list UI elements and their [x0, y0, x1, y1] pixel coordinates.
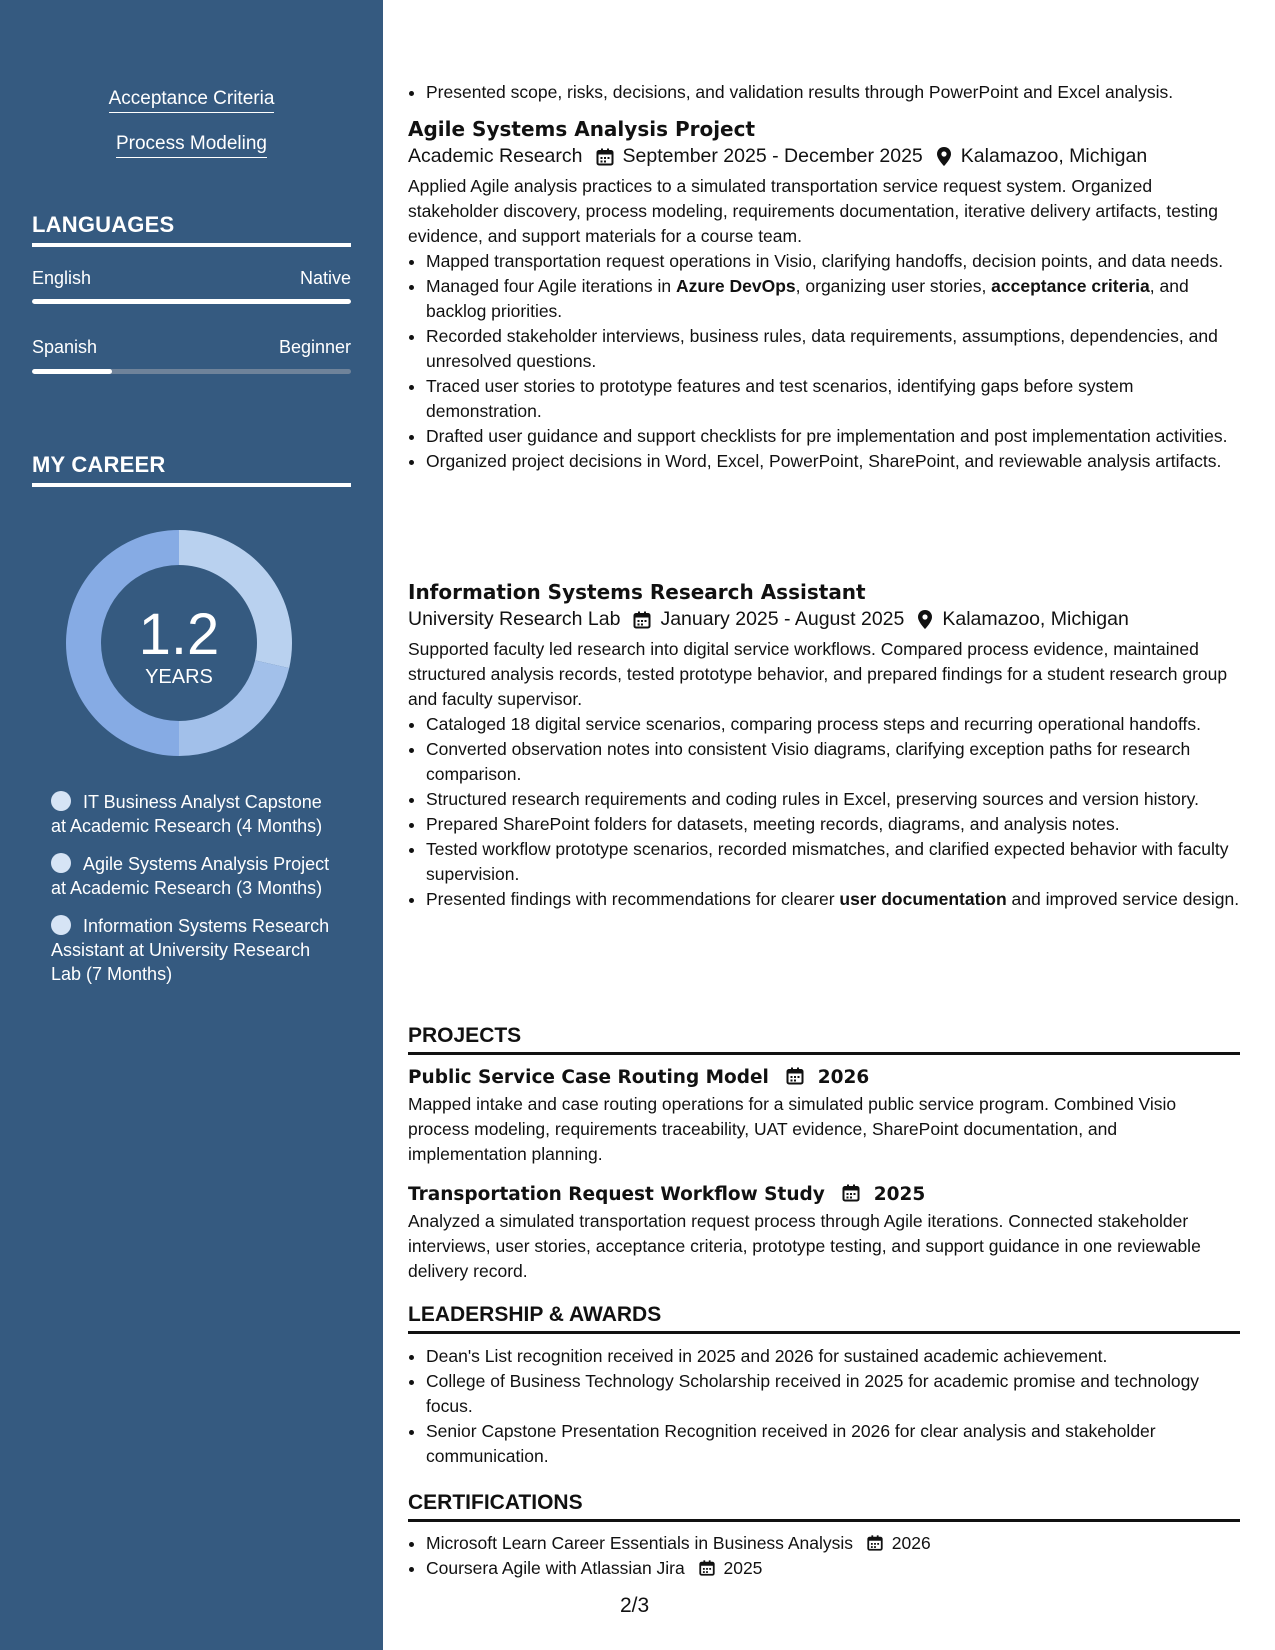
award-item: • Dean's List recognition received in 2025 and 2026 for sustained academic achievement. — [426, 1344, 1240, 1369]
career-years-value: 1.2 — [138, 602, 220, 667]
project-title: Public Service Case Routing Model — [408, 1067, 769, 1088]
leadership-list — [408, 1344, 1240, 1469]
job-meta — [408, 145, 1240, 168]
certification-item — [426, 1556, 1240, 1581]
job-org: Academic Research — [408, 145, 583, 167]
job-agile-systems — [408, 117, 1240, 474]
language-name: English — [32, 268, 92, 288]
language-level: Beginner — [278, 337, 351, 357]
project-title-row — [408, 1066, 1240, 1088]
career-item-text: IT Business Analyst Capstone at Academic Research (4 Months) — [51, 792, 323, 836]
projects-heading: PROJECTS — [408, 1024, 1240, 1055]
language-level: Native — [299, 268, 351, 288]
calendar-icon — [785, 1066, 805, 1086]
career-dot-icon — [51, 853, 71, 873]
calendar-icon — [632, 610, 652, 630]
bullet-item: • Managed four Agile iterations in Azure DevOps, organizing user stories, acceptance criteria, and backlog priorities. — [426, 274, 1240, 324]
certifications-list — [408, 1531, 1240, 1581]
language-name: Spanish — [32, 337, 98, 357]
calendar-icon — [595, 147, 615, 167]
certification-year: 2026 — [891, 1533, 931, 1553]
career-item-text: Agile Systems Analysis Project at Academic Research (3 Months) — [51, 854, 330, 898]
bullet-item: • Traced user stories to prototype features and test scenarios, identifying gaps before system demonstration. — [426, 374, 1240, 424]
award-item: • College of Business Technology Scholarship received in 2025 for academic promise and technology focus. — [426, 1369, 1240, 1419]
languages-heading: LANGUAGES — [32, 212, 351, 247]
bullet-item: • Tested workflow prototype scenarios, recorded mismatches, and clarified expected behavior with faculty supervision. — [426, 837, 1240, 887]
job-research-assistant — [408, 580, 1240, 912]
certification-name: Coursera Agile with Atlassian Jira — [426, 1558, 685, 1578]
location-pin-icon — [935, 146, 953, 167]
bullet-item: • Prepared SharePoint folders for datasets, meeting records, diagrams, and analysis notes. — [426, 812, 1240, 837]
language-bar-spanish — [32, 369, 351, 374]
job-dates: January 2025 - August 2025 — [660, 608, 905, 630]
location-pin-icon — [916, 609, 934, 630]
award-item: • Senior Capstone Presentation Recognition received in 2026 for clear analysis and stakeholder communication. — [426, 1419, 1240, 1469]
certification-year: 2025 — [723, 1558, 763, 1578]
calendar-icon — [698, 1559, 716, 1577]
bullet-item: • Cataloged 18 digital service scenarios, comparing process steps and recurring operational handoffs. — [426, 712, 1240, 737]
job-summary: Supported faculty led research into digital service workflows. Compared process evidence, maintained structured analysis records, tested prototype behavior, and prepared findings for a student research group and faculty supervisor. — [408, 639, 1228, 709]
language-bar-english — [32, 299, 351, 304]
project-item — [408, 1066, 1240, 1167]
bullet-item: • Mapped transportation request operations in Visio, clarifying handoffs, decision points, and data needs. — [426, 249, 1240, 274]
sidebar — [0, 0, 383, 1650]
job-title: Information Systems Research Assistant — [408, 580, 866, 604]
skill-label: Acceptance Criteria — [109, 88, 275, 113]
bullet-item: • Structured research requirements and coding rules in Excel, preserving sources and version history. — [426, 787, 1240, 812]
bullet-item: • Presented findings with recommendations for clearer user documentation and improved service design. — [426, 887, 1240, 912]
job-bullets — [408, 249, 1240, 474]
job-dates: September 2025 - December 2025 — [622, 145, 923, 167]
calendar-icon — [866, 1534, 884, 1552]
project-year: 2026 — [817, 1067, 870, 1088]
bullet-item: • Converted observation notes into consistent Visio diagrams, clarifying exception paths for research comparison. — [426, 737, 1240, 787]
bullet-item: • Presented scope, risks, decisions, and validation results through PowerPoint and Excel analysis. — [426, 80, 1240, 105]
continued-bullets — [408, 80, 1240, 105]
career-dot-icon — [51, 791, 71, 811]
certification-name: Microsoft Learn Career Essentials in Business Analysis — [426, 1533, 853, 1553]
project-item — [408, 1183, 1240, 1284]
career-years-unit: YEARS — [145, 666, 213, 688]
job-org: University Research Lab — [408, 608, 621, 630]
bullet-item: • Recorded stakeholder interviews, business rules, data requirements, assumptions, dependencies, and unresolved questions. — [426, 324, 1240, 374]
page-number: 2/3 — [620, 1594, 650, 1617]
certifications-heading: CERTIFICATIONS — [408, 1491, 1240, 1522]
career-heading: MY CAREER — [32, 452, 351, 487]
job-bullets — [408, 712, 1240, 912]
job-location: Kalamazoo, Michigan — [942, 608, 1129, 630]
language-bar-fill — [32, 369, 112, 374]
project-description: Analyzed a simulated transportation request process through Agile iterations. Connected stakeholder interviews, user stories, acceptance criteria, prototype testing, and support guidance in one reviewable delivery record. — [408, 1211, 1201, 1281]
job-meta — [408, 608, 1240, 631]
career-item — [51, 914, 341, 986]
skill-label: Process Modeling — [116, 133, 267, 158]
bullet-item: • Drafted user guidance and support checklists for pre implementation and post implementation activities. — [426, 424, 1240, 449]
project-title: Transportation Request Workflow Study — [408, 1184, 825, 1205]
career-item — [51, 852, 341, 900]
job-location: Kalamazoo, Michigan — [960, 145, 1148, 167]
project-description: Mapped intake and case routing operations for a simulated public service program. Combined Visio process modeling, requirements traceability, UAT evidence, SharePoint documentation, and implementation planning. — [408, 1094, 1177, 1164]
certification-item — [426, 1531, 1240, 1556]
project-title-row — [408, 1183, 1240, 1205]
career-list — [51, 790, 341, 1000]
job-summary: Applied Agile analysis practices to a simulated transportation service request system. Organized stakeholder discovery, process modeling, requirements documentation, iterative delivery artifacts, testing evidence, and support materials for a course team. — [408, 176, 1218, 246]
career-item-text: Information Systems Research Assistant at University Research Lab (7 Months) — [51, 916, 330, 984]
language-bar-fill — [32, 299, 351, 304]
career-donut-chart — [66, 530, 292, 756]
skill-process-modeling — [0, 133, 383, 158]
project-year: 2025 — [873, 1184, 926, 1205]
job-title: Agile Systems Analysis Project — [408, 117, 756, 141]
calendar-icon — [841, 1183, 861, 1203]
bullet-item: • Organized project decisions in Word, Excel, PowerPoint, SharePoint, and reviewable analysis artifacts. — [426, 449, 1240, 474]
leadership-heading: LEADERSHIP & AWARDS — [408, 1303, 1240, 1334]
skill-acceptance-criteria — [0, 88, 383, 113]
career-item — [51, 790, 341, 838]
career-dot-icon — [51, 915, 71, 935]
